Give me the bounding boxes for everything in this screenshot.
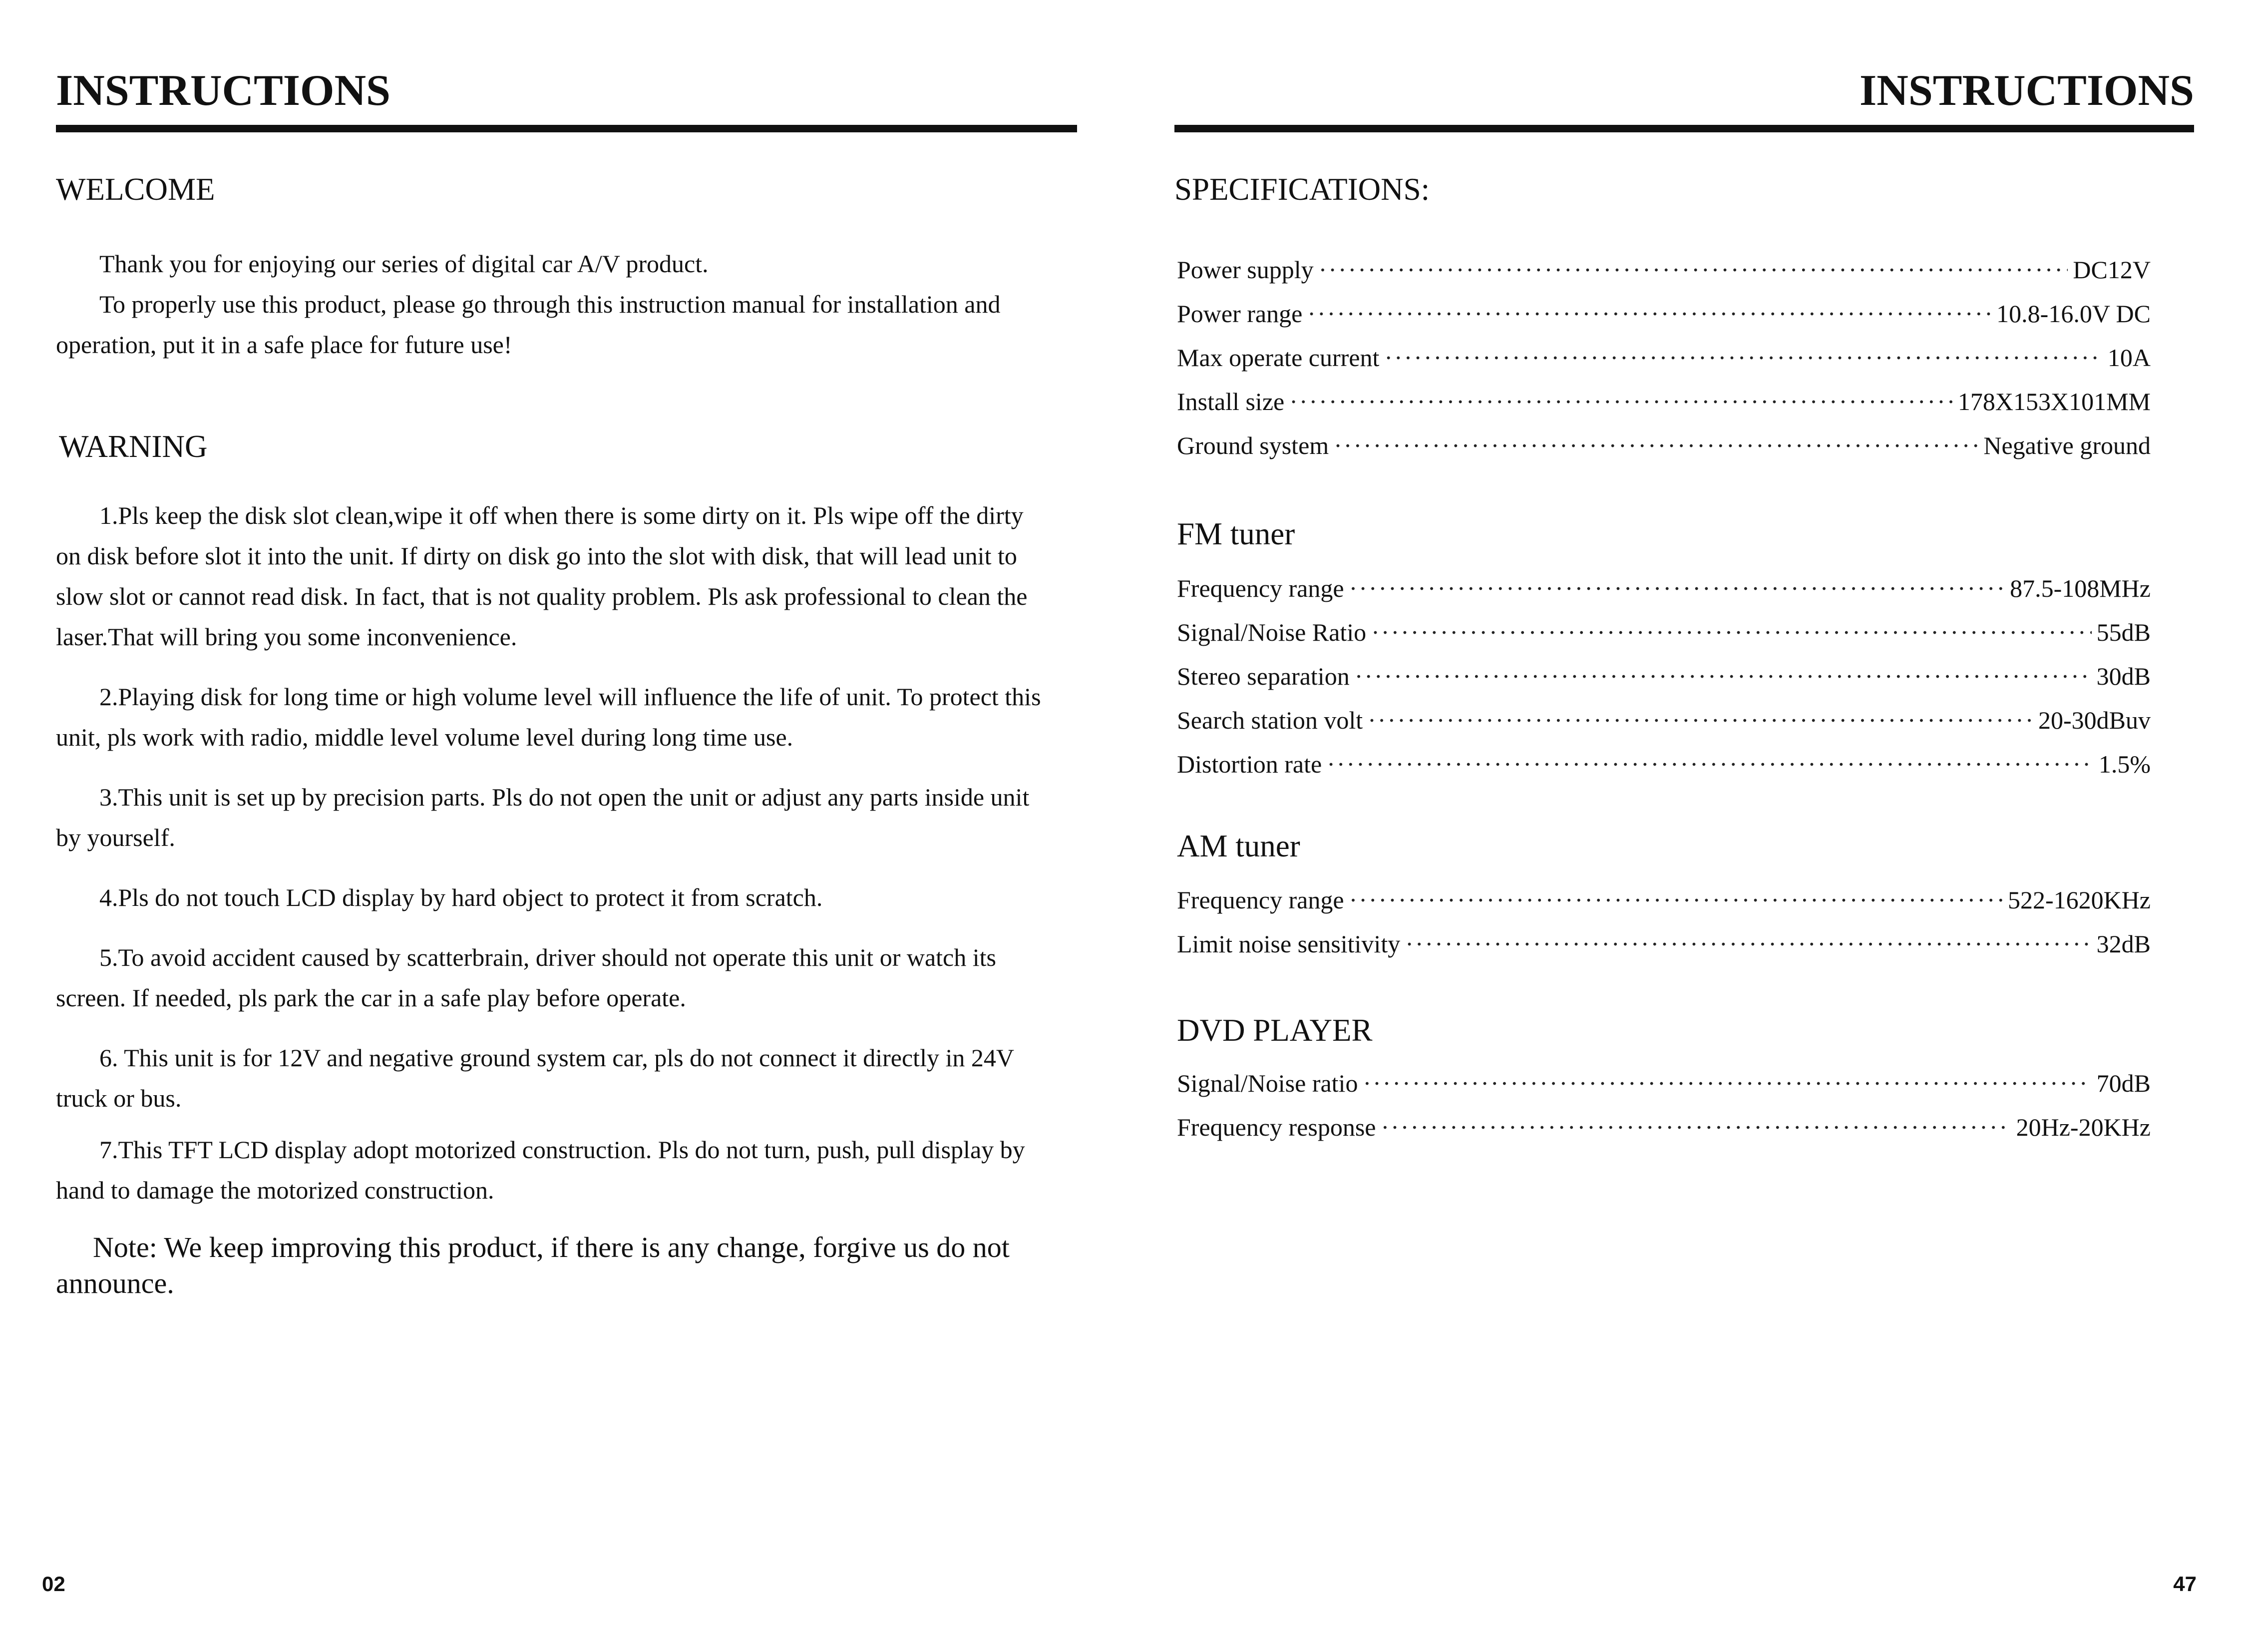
spec-value: 32dB bbox=[2096, 930, 2151, 958]
left-header-rule bbox=[56, 125, 1077, 132]
dot-leader bbox=[1334, 423, 1978, 467]
spec-label: Max operate current bbox=[1177, 344, 1380, 372]
spec-row bbox=[1177, 566, 2151, 610]
specifications-title: SPECIFICATIONS: bbox=[1174, 172, 1430, 207]
right-header-title: INSTRUCTIONS bbox=[1860, 66, 2194, 115]
welcome-paragraph: To properly use this product, please go through this instruction manual for installation and operation, put it in a safe place for future use! bbox=[56, 290, 1001, 359]
dot-leader bbox=[1289, 380, 1953, 423]
dvd-player-title: DVD PLAYER bbox=[1177, 1013, 1373, 1048]
spec-row bbox=[1177, 423, 2151, 467]
spec-label: Signal/Noise Ratio bbox=[1177, 618, 1367, 646]
spec-value: DC12V bbox=[2073, 256, 2151, 284]
spec-label: Power supply bbox=[1177, 256, 1314, 284]
spec-label: Limit noise sensitivity bbox=[1177, 930, 1401, 958]
left-header-title: INSTRUCTIONS bbox=[56, 66, 390, 115]
spec-row bbox=[1177, 922, 2151, 966]
note bbox=[56, 1230, 1055, 1301]
spec-row bbox=[1177, 336, 2151, 380]
page-number-right: 47 bbox=[2173, 1572, 2197, 1596]
specifications-list bbox=[1177, 248, 2151, 467]
spec-row bbox=[1177, 1061, 2151, 1105]
spec-value: Negative ground bbox=[1983, 431, 2151, 459]
welcome-title: WELCOME bbox=[56, 172, 215, 207]
spec-label: Frequency response bbox=[1177, 1113, 1376, 1141]
spec-value: 70dB bbox=[2096, 1069, 2151, 1097]
welcome-body bbox=[56, 244, 1055, 365]
right-header-rule bbox=[1174, 125, 2194, 132]
warning-item: 4.Pls do not touch LCD display by hard object to protect it from scratch. bbox=[99, 883, 823, 911]
spec-label: Search station volt bbox=[1177, 706, 1363, 734]
dot-leader bbox=[1368, 698, 2033, 742]
dot-leader bbox=[1363, 1061, 2091, 1105]
spec-label: Distortion rate bbox=[1177, 750, 1322, 778]
spec-row bbox=[1177, 1105, 2151, 1149]
spec-value: 55dB bbox=[2096, 618, 2151, 646]
right-page bbox=[1121, 0, 2242, 1652]
dot-leader bbox=[1327, 742, 2094, 786]
spec-row bbox=[1177, 654, 2151, 698]
dot-leader bbox=[1405, 922, 2091, 966]
fm-tuner-list bbox=[1177, 566, 2151, 786]
dot-leader bbox=[1307, 292, 1991, 336]
warning-item: 7.This TFT LCD display adopt motorized construction. Pls do not turn, push, pull display by hand to damage the motorized construction. bbox=[56, 1136, 1025, 1204]
dot-leader bbox=[1384, 336, 2103, 380]
am-tuner-title: AM tuner bbox=[1177, 828, 1300, 863]
spec-value: 20Hz-20KHz bbox=[2016, 1113, 2151, 1141]
note-text: Note: We keep improving this product, if there is any change, forgive us do not announce. bbox=[56, 1231, 1010, 1299]
spec-label: Frequency range bbox=[1177, 886, 1344, 914]
dot-leader bbox=[1355, 654, 2092, 698]
spec-value: 20-30dBuv bbox=[2038, 706, 2151, 734]
fm-tuner-title: FM tuner bbox=[1177, 516, 1295, 551]
dot-leader bbox=[1349, 878, 2003, 922]
dot-leader bbox=[1371, 610, 2091, 654]
spec-row bbox=[1177, 292, 2151, 336]
spec-row bbox=[1177, 380, 2151, 423]
dot-leader bbox=[1381, 1105, 2011, 1149]
am-tuner-list bbox=[1177, 878, 2151, 966]
spec-label: Frequency range bbox=[1177, 574, 1344, 602]
warning-title: WARNING bbox=[59, 429, 208, 464]
warning-item: 6. This unit is for 12V and negative ground system car, pls do not connect it directly in 24V truck or bus. bbox=[56, 1044, 1014, 1112]
dvd-player-list bbox=[1177, 1061, 2151, 1149]
spec-label: Stereo separation bbox=[1177, 662, 1350, 690]
spec-value: 87.5-108MHz bbox=[2010, 574, 2151, 602]
warning-item: 2.Playing disk for long time or high volume level will influence the life of unit. To protect this unit, pls work with radio, middle level volume level during long time use. bbox=[56, 683, 1041, 751]
spec-value: 178X153X101MM bbox=[1957, 388, 2151, 415]
page-number-left: 02 bbox=[42, 1572, 65, 1596]
spec-label: Install size bbox=[1177, 388, 1285, 415]
dot-leader bbox=[1349, 566, 2005, 610]
spec-value: 1.5% bbox=[2098, 750, 2151, 778]
spec-row bbox=[1177, 610, 2151, 654]
warning-list bbox=[56, 495, 1055, 1211]
spec-label: Power range bbox=[1177, 300, 1303, 328]
spec-row bbox=[1177, 698, 2151, 742]
spec-row bbox=[1177, 878, 2151, 922]
dot-leader bbox=[1319, 248, 2068, 292]
spec-row bbox=[1177, 742, 2151, 786]
warning-item: 1.Pls keep the disk slot clean,wipe it off when there is some dirty on it. Pls wipe off the dirty on disk before slot it into the unit. If dirty on disk go into the slot with disk, that will lead unit to slow slot or cannot read disk. In fact, that is not quality problem. Pls ask professional to clean the laser.That will bring you some inconvenience. bbox=[56, 501, 1028, 651]
spec-label: Signal/Noise ratio bbox=[1177, 1069, 1358, 1097]
warning-item: 3.This unit is set up by precision parts. Pls do not open the unit or adjust any parts inside unit by yourself. bbox=[56, 783, 1030, 851]
spec-value: 30dB bbox=[2096, 662, 2151, 690]
spec-value: 522-1620KHz bbox=[2007, 886, 2151, 914]
welcome-paragraph: Thank you for enjoying our series of digital car A/V product. bbox=[99, 250, 709, 278]
spec-row bbox=[1177, 248, 2151, 292]
spec-value: 10.8-16.0V DC bbox=[1996, 300, 2151, 328]
spec-label: Ground system bbox=[1177, 431, 1329, 459]
spec-value: 10A bbox=[2107, 344, 2151, 372]
warning-item: 5.To avoid accident caused by scatterbrain, driver should not operate this unit or watch its screen. If needed, pls park the car in a safe play before operate. bbox=[56, 943, 996, 1012]
